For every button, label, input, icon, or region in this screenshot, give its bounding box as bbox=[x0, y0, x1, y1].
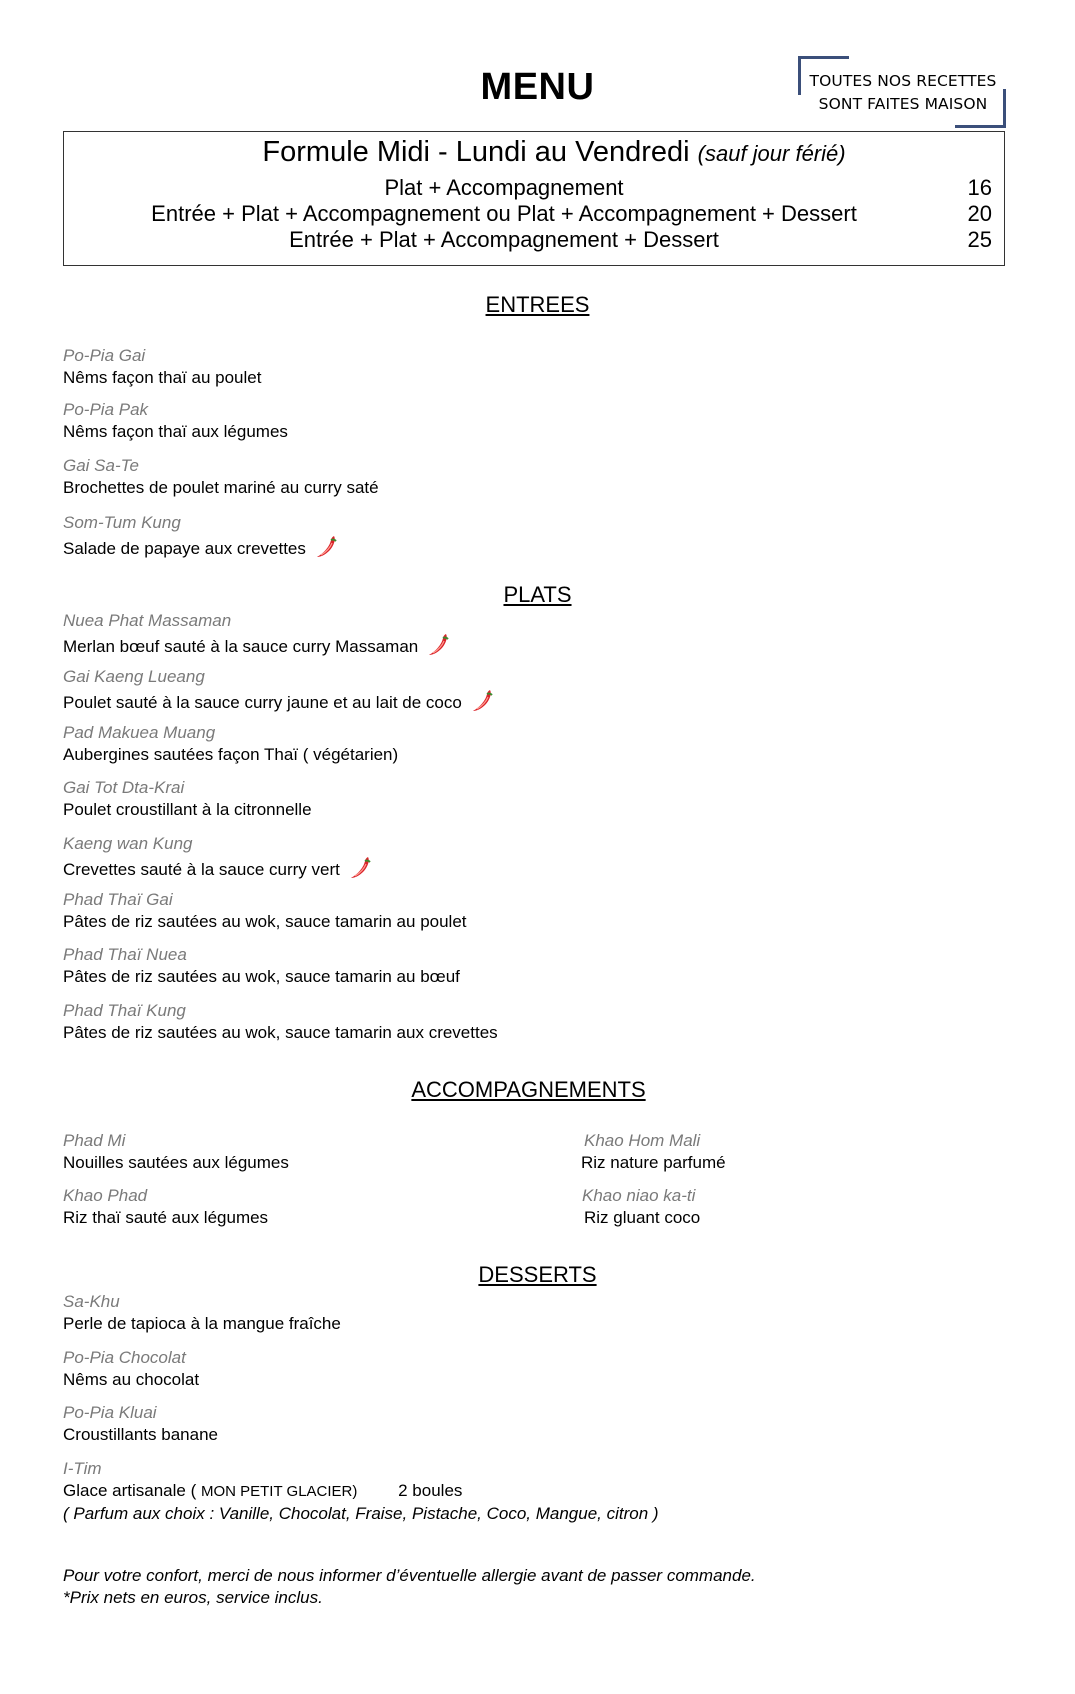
section-heading-desserts: DESSERTS bbox=[478, 1262, 597, 1287]
item-name: Kaeng wan Kung bbox=[63, 834, 193, 853]
item-description-row bbox=[63, 855, 372, 881]
menu-item bbox=[63, 1402, 218, 1446]
item-description: Salade de papaye aux crevettes bbox=[63, 539, 306, 558]
item-name: Pad Makuea Muang bbox=[63, 723, 216, 742]
menu-item bbox=[581, 1130, 726, 1174]
item-description: Glace artisanale ( bbox=[63, 1481, 197, 1500]
item-description: Crevettes sauté à la sauce curry vert bbox=[63, 860, 340, 879]
item-name: I-Tim bbox=[63, 1459, 102, 1478]
menu-item bbox=[63, 512, 338, 560]
homemade-badge bbox=[798, 56, 1006, 128]
formule-row-price: 16 bbox=[967, 175, 992, 200]
badge-line-2: SONT FAITES MAISON bbox=[818, 95, 988, 113]
item-name: Po-Pia Kluai bbox=[63, 1403, 157, 1422]
item-name: Sa-Khu bbox=[63, 1292, 120, 1311]
menu-item bbox=[63, 833, 372, 881]
formule-row-label: Plat + Accompagnement bbox=[384, 175, 624, 200]
badge-line-1: TOUTES NOS RECETTES bbox=[809, 72, 997, 90]
item-name: Gai Tot Dta-Krai bbox=[63, 778, 185, 797]
menu-item bbox=[63, 455, 379, 499]
item-description: Nêms au chocolat bbox=[63, 1370, 200, 1389]
item-name: Nuea Phat Massaman bbox=[63, 611, 232, 630]
formule-midi-box bbox=[63, 131, 1005, 266]
item-name: Po-Pia Chocolat bbox=[63, 1348, 186, 1367]
item-description: Croustillants banane bbox=[63, 1425, 218, 1444]
chili-pepper-icon bbox=[470, 688, 494, 714]
formule-title-text: Formule Midi - Lundi au Vendredi bbox=[262, 136, 690, 168]
section-heading-entrees: ENTREES bbox=[485, 292, 590, 317]
item-description: Merlan bœuf sauté à la sauce curry Massaman bbox=[63, 637, 419, 656]
item-quantity: 2 boules bbox=[398, 1481, 463, 1500]
item-name: Gai Kaeng Lueang bbox=[63, 667, 205, 686]
item-description: Riz gluant coco bbox=[584, 1208, 701, 1227]
menu-item bbox=[63, 944, 460, 988]
chili-pepper-icon bbox=[426, 632, 450, 658]
price-note: *Prix nets en euros, service inclus. bbox=[63, 1588, 323, 1607]
item-name: Gai Sa-Te bbox=[63, 456, 139, 475]
item-description: Perle de tapioca à la mangue fraîche bbox=[63, 1314, 341, 1333]
item-name: Phad Mi bbox=[63, 1131, 126, 1150]
item-description: Nêms façon thaï au poulet bbox=[63, 368, 262, 387]
formule-row-label: Entrée + Plat + Accompagnement + Dessert bbox=[289, 227, 719, 252]
menu-item bbox=[63, 1458, 659, 1525]
item-description: Pâtes de riz sautées au wok, sauce tamarin au bœuf bbox=[63, 967, 460, 986]
menu-item bbox=[63, 1291, 341, 1335]
menu-item bbox=[63, 1185, 268, 1229]
item-description: Nêms façon thaï aux légumes bbox=[63, 422, 288, 441]
item-description-row bbox=[63, 688, 494, 714]
item-name: Som-Tum Kung bbox=[63, 513, 181, 532]
formule-row-price: 25 bbox=[967, 227, 992, 252]
badge-text bbox=[798, 70, 1008, 116]
item-name: Phad Thaï Kung bbox=[63, 1001, 186, 1020]
item-name: Khao Hom Mali bbox=[584, 1131, 701, 1150]
menu-title: MENU bbox=[480, 66, 595, 108]
item-name: Po-Pia Gai bbox=[63, 346, 146, 365]
item-name: Khao Phad bbox=[63, 1186, 148, 1205]
item-description-row bbox=[63, 632, 450, 658]
section-heading-plats: PLATS bbox=[503, 582, 572, 607]
item-description: Brochettes de poulet mariné au curry saté bbox=[63, 478, 379, 497]
item-description: Poulet croustillant à la citronnelle bbox=[63, 800, 312, 819]
item-description: Riz thaï sauté aux légumes bbox=[63, 1208, 269, 1227]
item-name: Phad Thaï Gai bbox=[63, 890, 173, 909]
menu-item bbox=[63, 1130, 289, 1174]
section-heading-accompagnements: ACCOMPAGNEMENTS bbox=[411, 1077, 646, 1102]
item-brand: MON PETIT GLACIER) bbox=[200, 1483, 358, 1500]
menu-item bbox=[63, 1000, 498, 1044]
item-description: Aubergines sautées façon Thaï ( végétarien) bbox=[63, 745, 399, 764]
menu-item bbox=[63, 1347, 199, 1391]
item-name: Po-Pia Pak bbox=[63, 400, 149, 419]
menu-item bbox=[63, 777, 312, 821]
formule-title-note: (sauf jour férié) bbox=[697, 141, 846, 166]
menu-item bbox=[63, 889, 467, 933]
formule-title bbox=[64, 136, 1004, 169]
allergy-note: Pour votre confort, merci de nous informer d’éventuelle allergie avant de passer commande. bbox=[63, 1566, 756, 1585]
formule-row-price: 20 bbox=[967, 201, 992, 226]
menu-item bbox=[63, 722, 398, 766]
menu-item bbox=[63, 666, 494, 714]
menu-item bbox=[63, 610, 450, 658]
menu-item bbox=[63, 345, 261, 389]
item-description-row bbox=[63, 1480, 659, 1503]
chili-pepper-icon bbox=[314, 534, 338, 560]
item-description-row bbox=[63, 534, 338, 560]
item-name: Khao niao ka-ti bbox=[582, 1186, 696, 1205]
item-name: Phad Thaï Nuea bbox=[63, 945, 187, 964]
item-description: Nouilles sautées aux légumes bbox=[63, 1153, 289, 1172]
item-description: Pâtes de riz sautées au wok, sauce tamarin au poulet bbox=[63, 912, 467, 931]
menu-item bbox=[63, 399, 288, 443]
item-description: Riz nature parfumé bbox=[581, 1153, 726, 1172]
formule-row-label: Entrée + Plat + Accompagnement ou Plat + Accompagnement + Dessert bbox=[151, 201, 857, 226]
item-flavours: ( Parfum aux choix : Vanille, Chocolat, Fraise, Pistache, Coco, Mangue, citron ) bbox=[63, 1504, 659, 1523]
footer-notes bbox=[63, 1565, 756, 1609]
item-description: Poulet sauté à la sauce curry jaune et au lait de coco bbox=[63, 693, 462, 712]
item-description: Pâtes de riz sautées au wok, sauce tamarin aux crevettes bbox=[63, 1023, 498, 1042]
chili-pepper-icon bbox=[348, 855, 372, 881]
menu-item bbox=[581, 1185, 700, 1229]
